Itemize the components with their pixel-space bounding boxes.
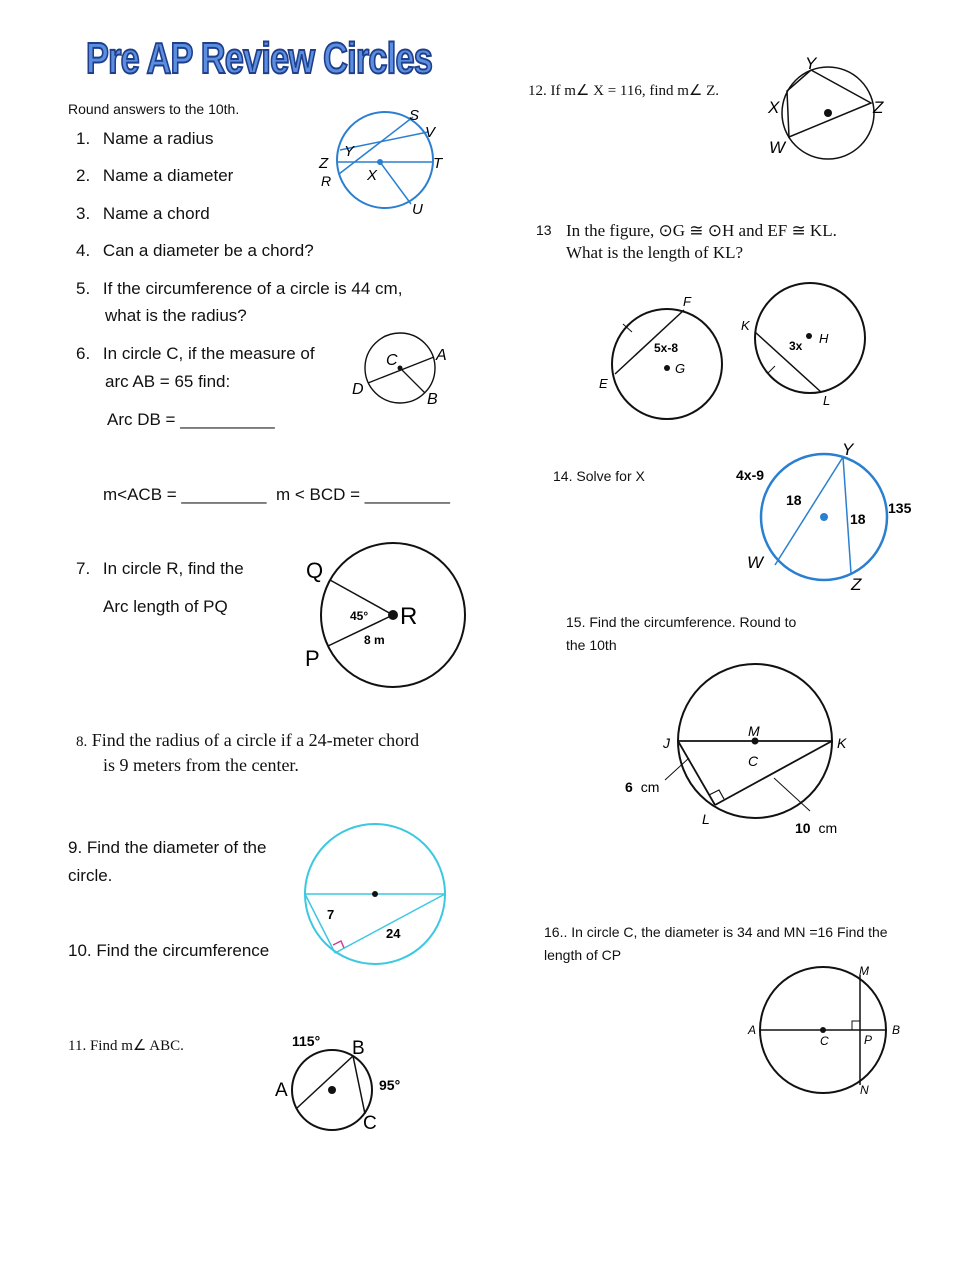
figure-12-circle-diagram [765, 55, 895, 165]
question-16-line1: 16.. In circle C, the diameter is 34 and MN =16 Find the [544, 924, 888, 940]
fig15-label-j: J [663, 735, 670, 751]
fig12-label-w: W [769, 138, 786, 157]
fig9-side-7: 7 [327, 907, 335, 922]
fig13-label-h: H [819, 331, 829, 346]
question-6-line1: In circle C, if the measure of [102, 344, 315, 363]
fig1-label-x: X [367, 167, 378, 184]
fig12-label-y: Y [805, 54, 817, 73]
fig7-label-q: Q [306, 558, 324, 583]
fig13-label-k: K [741, 318, 750, 333]
fig12-label-x: X [768, 98, 780, 117]
fig11-arc-115: 115° [292, 1033, 321, 1049]
fig15-jl-value: 6 [625, 779, 633, 795]
fig14-arc-135: 135 [888, 500, 912, 516]
question-1 [76, 129, 213, 149]
fig14-label-w: W [747, 553, 764, 572]
instructions: Round answers to the 10th. [68, 101, 240, 117]
fig7-label-r: R [400, 603, 418, 630]
figure-16-circle-diagram [745, 960, 910, 1100]
page-title: Pre AP Review Circles [86, 34, 433, 83]
fig11-label-b: B [352, 1038, 365, 1059]
fig15-label-m: M [748, 723, 760, 739]
question-12: 12. If m∠ X = 116, find m∠ Z. [528, 83, 720, 99]
question-8-line2: is 9 meters from the center. [103, 755, 299, 775]
question-5-line1: If the circumference of a circle is 44 cm, [102, 279, 403, 298]
question-2-text: Name a diameter [102, 166, 234, 185]
question-8 [76, 730, 419, 751]
question-5-line2: what is the radius? [105, 306, 247, 325]
question-13-number: 13 [536, 222, 552, 238]
fig15-label-k: K [837, 735, 847, 751]
figure-9-circle-diagram [300, 822, 450, 972]
question-3-number: 3. [76, 204, 91, 223]
fig13-ef-length: 5x-8 [654, 341, 679, 355]
fig9-side-24: 24 [386, 926, 401, 941]
fig15-label-c: C [748, 753, 759, 769]
question-1-number: 1. [76, 129, 91, 148]
fig7-radius: 8 m [364, 633, 385, 647]
question-4-text: Can a diameter be a chord? [102, 241, 314, 260]
question-3-text: Name a chord [102, 204, 210, 223]
fig6-label-a: A [436, 347, 447, 364]
fig14-label-z: Z [851, 575, 862, 594]
figure-1-circle-diagram [310, 100, 450, 220]
figure-14-circle-diagram [730, 438, 920, 593]
figure-15-circle-diagram [620, 662, 850, 847]
question-6-m-bcd: m < BCD = _________ [276, 485, 450, 504]
question-4-number: 4. [76, 241, 91, 260]
fig1-label-u: U [412, 201, 423, 218]
question-14: 14. Solve for X [553, 468, 645, 484]
question-2-number: 2. [76, 166, 91, 185]
figure-7-circle-diagram [300, 540, 475, 695]
question-6 [76, 344, 315, 364]
question-6-line2: arc AB = 65 find: [105, 372, 231, 391]
question-6-m-acb: m<ACB = _________ [103, 485, 267, 504]
question-7-line1: In circle R, find the [102, 559, 244, 578]
question-7-line2: Arc length of PQ [103, 597, 228, 616]
fig7-angle: 45° [350, 609, 369, 623]
question-6-number: 6. [76, 344, 91, 363]
fig15-lk-value: 10 [795, 820, 811, 836]
fig15-label-l: L [702, 811, 710, 827]
fig1-label-y: Y [344, 143, 355, 160]
question-7-number: 7. [76, 559, 91, 578]
fig6-label-b: B [427, 391, 438, 408]
question-3 [76, 204, 210, 224]
question-4 [76, 241, 314, 261]
fig12-label-z: Z [873, 98, 884, 117]
fig14-arc-label: 4x-9 [736, 467, 765, 483]
fig16-label-m: M [859, 964, 869, 978]
question-5-number: 5. [76, 279, 91, 298]
fig13-label-l: L [823, 393, 831, 408]
question-9-line2: circle. [68, 866, 113, 885]
question-15-line1: 15. Find the circumference. Round to [566, 614, 797, 630]
fig16-label-n: N [860, 1083, 869, 1097]
fig7-label-p: P [305, 646, 320, 671]
question-16-line2: length of CP [544, 947, 622, 963]
fig16-label-a: A [748, 1023, 757, 1037]
fig13-label-f: F [683, 294, 691, 309]
fig1-label-v: V [425, 124, 436, 141]
question-1-text: Name a radius [102, 129, 214, 148]
question-8-line1: Find the radius of a circle if a 24-meter chord [91, 730, 420, 750]
question-7 [76, 559, 244, 579]
fig1-label-z: Z [319, 155, 329, 172]
fig14-side-18b: 18 [850, 511, 866, 527]
fig1-label-s: S [409, 107, 420, 124]
fig15-lk-unit: cm [818, 820, 838, 836]
fig16-label-c: C [820, 1034, 829, 1048]
fig11-label-c: C [363, 1113, 377, 1134]
question-6-arc-db: Arc DB = __________ [107, 410, 275, 429]
fig14-side-18a: 18 [786, 492, 802, 508]
question-13-line1: In the figure, ⊙G ≅ ⊙H and EF ≅ KL. [566, 221, 837, 240]
question-15-line2: the 10th [566, 637, 617, 653]
fig11-arc-95: 95° [379, 1077, 401, 1093]
fig13-label-g: G [675, 361, 686, 376]
fig6-label-c: C [386, 352, 398, 369]
question-5 [76, 279, 402, 299]
question-9-line1: 9. Find the diameter of the [68, 838, 267, 857]
fig15-lk-length [795, 820, 837, 836]
fig16-label-b: B [892, 1023, 901, 1037]
question-11: 11. Find m∠ ABC. [68, 1038, 184, 1054]
fig13-label-e: E [599, 376, 608, 391]
question-13-line2: What is the length of KL? [566, 243, 744, 262]
fig15-jl-unit: cm [640, 779, 660, 795]
figure-13-circles-diagram [595, 270, 885, 430]
question-10: 10. Find the circumference [68, 941, 270, 960]
question-2 [76, 166, 233, 186]
question-8-number: 8. [76, 734, 88, 750]
fig1-label-t: T [433, 155, 443, 172]
fig6-label-d: D [352, 381, 364, 398]
figure-11-circle-diagram [272, 1030, 412, 1140]
fig16-label-p: P [864, 1033, 873, 1047]
fig13-kl-length: 3x [789, 339, 803, 353]
fig14-label-y: Y [842, 440, 854, 459]
figure-6-circle-diagram [345, 330, 460, 415]
fig1-label-r: R [321, 173, 332, 189]
fig11-label-a: A [275, 1080, 288, 1101]
fig15-jl-length [625, 779, 659, 795]
